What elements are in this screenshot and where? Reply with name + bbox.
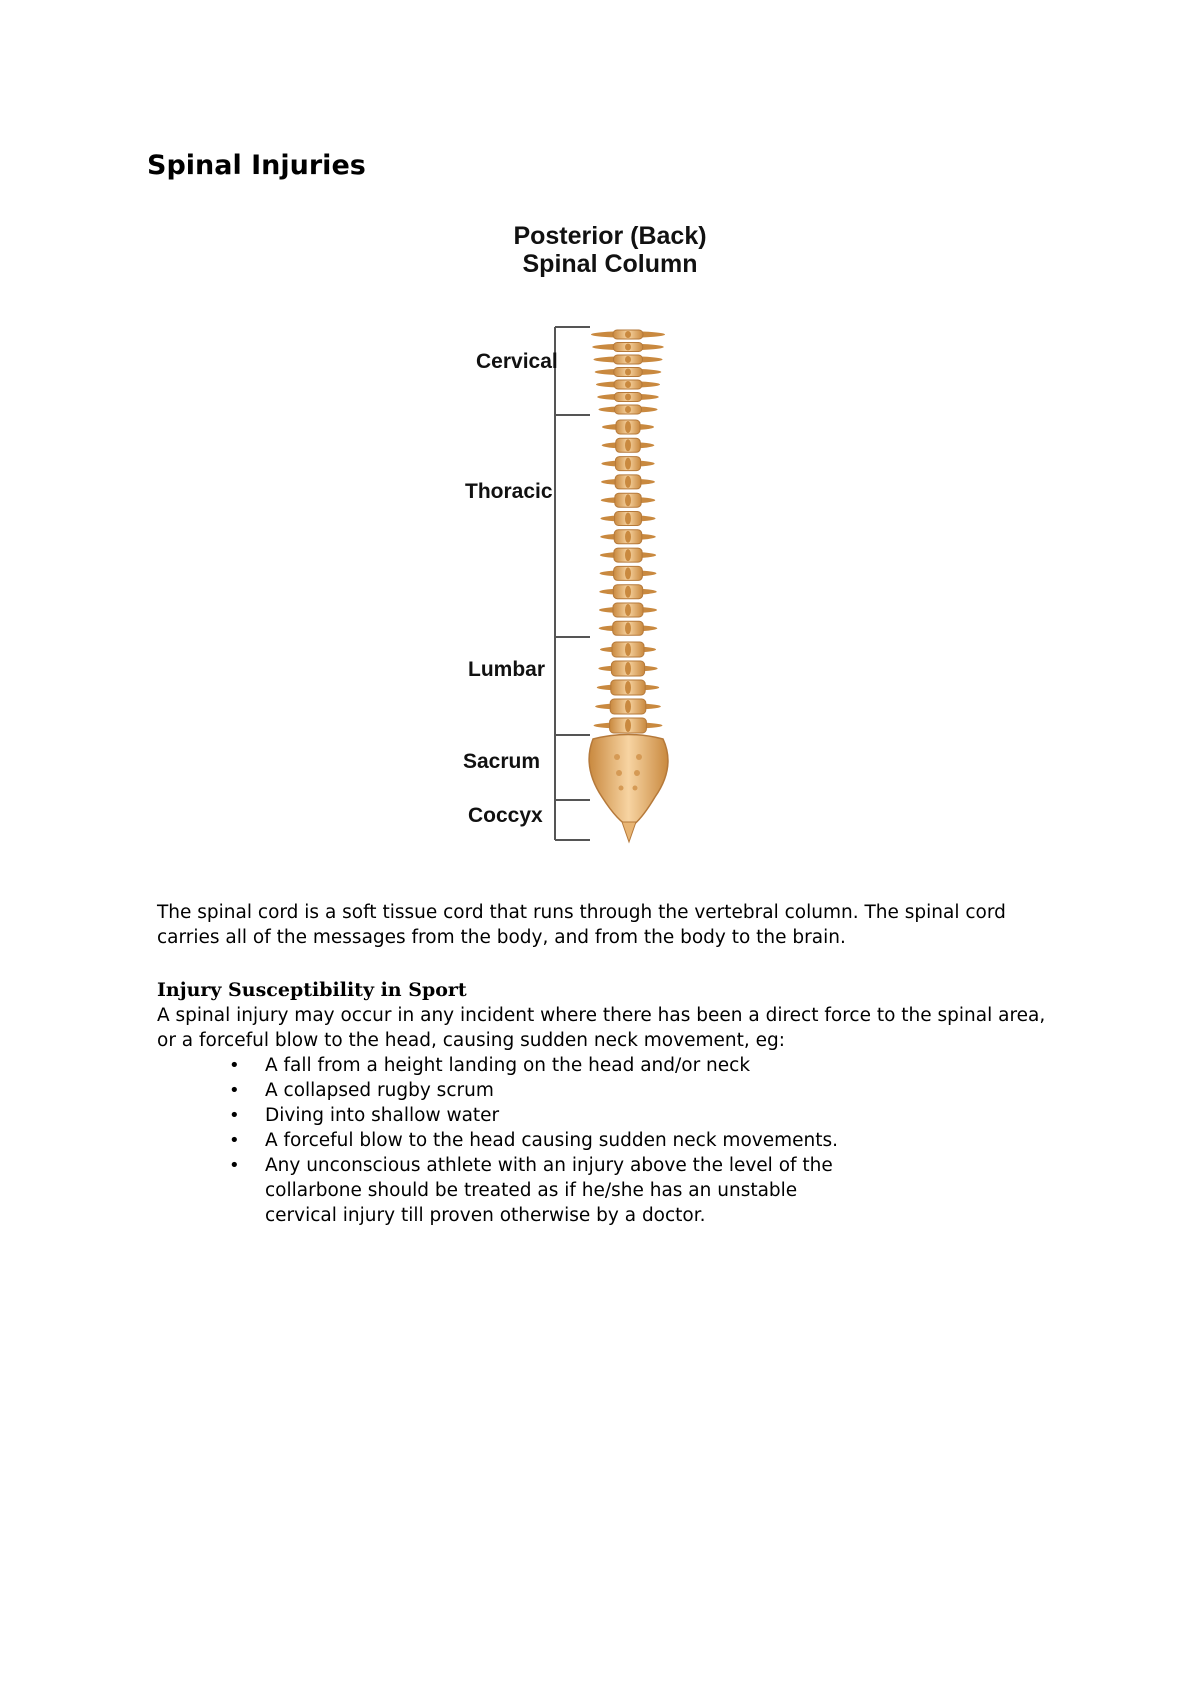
- vertebra-spinous-process: [625, 604, 631, 616]
- bullet-icon: •: [229, 1080, 240, 1101]
- vertebra-spinous-process: [625, 549, 631, 561]
- bullet-icon: •: [229, 1055, 240, 1076]
- vertebra-spinous-process: [625, 719, 631, 732]
- vertebra-spinous-process: [625, 662, 631, 675]
- vertebra-spinous-process: [625, 643, 631, 656]
- page-title: Spinal Injuries: [147, 150, 366, 181]
- section-paragraph-text: A spinal injury may occur in any incident where there has been a direct force to the spinal area, or a forceful blow to the head, causing sudden neck movement, eg:: [157, 1005, 1046, 1051]
- list-item-text: A collapsed rugby scrum: [265, 1080, 494, 1101]
- list-item: [157, 1053, 845, 1078]
- vertebra-spinous-process: [625, 356, 631, 363]
- region-bracket: [555, 327, 590, 840]
- vertebra-spinous-process: [625, 369, 631, 376]
- vertebra-spinous-process: [625, 381, 631, 388]
- bullet-icon: •: [229, 1130, 240, 1151]
- vertebra-spinous-process: [625, 567, 631, 579]
- vertebra-spinous-process: [625, 439, 631, 451]
- intro-paragraph-text: The spinal cord is a soft tissue cord that runs through the vertebral column. The spinal cord carries all of the messages from the body, and from the body to the brain.: [157, 902, 1006, 948]
- vertebra-spinous-process: [625, 494, 631, 506]
- region-label-cervical: Cervical: [476, 350, 558, 373]
- region-label-thoracic: Thoracic: [465, 480, 553, 503]
- vertebra-spinous-process: [625, 331, 631, 338]
- sacrum-bone: [589, 735, 668, 828]
- list-item: [157, 1128, 845, 1153]
- list-item-text: Diving into shallow water: [265, 1105, 500, 1126]
- region-label-coccyx: Coccyx: [468, 804, 543, 827]
- region-label-lumbar: Lumbar: [468, 658, 546, 681]
- list-item: [157, 1153, 845, 1228]
- bullet-icon: •: [229, 1155, 240, 1176]
- section-paragraph: [157, 1003, 1057, 1053]
- section-heading: Injury Susceptibility in Sport: [157, 979, 467, 1001]
- list-item-text: Any unconscious athlete with an injury above the level of the collarbone should be treated as if he/she has an unstable cervical injury till proven otherwise by a doctor.: [265, 1155, 833, 1226]
- vertebra-spinous-process: [625, 531, 631, 543]
- vertebra-spinous-process: [625, 421, 631, 433]
- list-item-text: A fall from a height landing on the head and/or neck: [265, 1055, 751, 1076]
- vertebra-spinous-process: [625, 586, 631, 598]
- list-item-text: A forceful blow to the head causing sudden neck movements.: [265, 1130, 838, 1151]
- list-item: [157, 1078, 845, 1103]
- figure-title-line-1: Posterior (Back): [513, 222, 707, 250]
- bullet-list: [157, 1053, 1057, 1228]
- coccyx-bone: [622, 822, 636, 842]
- figure-title-line-2: Spinal Column: [522, 250, 698, 278]
- vertebra-spinous-process: [625, 681, 631, 694]
- region-label-sacrum: Sacrum: [463, 750, 541, 773]
- spinal-column-figure: [450, 222, 770, 847]
- vertebra-spinous-process: [625, 394, 631, 401]
- vertebra-spinous-process: [625, 700, 631, 713]
- vertebrae: [591, 330, 665, 733]
- vertebra-spinous-process: [625, 458, 631, 470]
- vertebra-spinous-process: [625, 344, 631, 351]
- vertebra-spinous-process: [625, 513, 631, 525]
- vertebra-spinous-process: [625, 622, 631, 634]
- intro-paragraph: [157, 900, 1057, 950]
- vertebra-spinous-process: [625, 406, 631, 413]
- bullet-icon: •: [229, 1105, 240, 1126]
- list-item: [157, 1103, 845, 1128]
- vertebra-spinous-process: [625, 476, 631, 488]
